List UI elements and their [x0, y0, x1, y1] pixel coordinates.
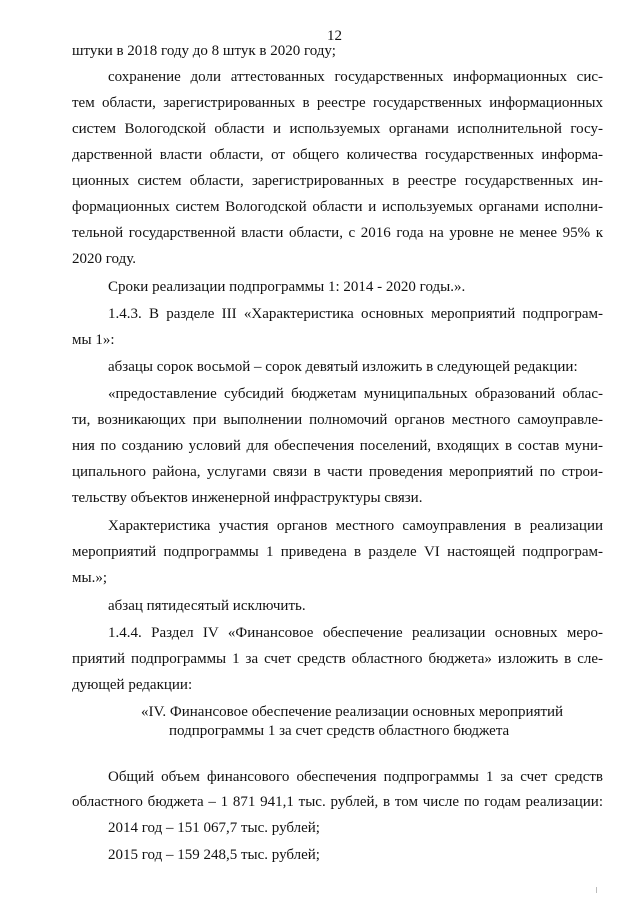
page-number: 12	[327, 28, 342, 44]
body-line: ципального района, услугами связи в части проведения мероприятий по строи-	[72, 464, 603, 480]
body-line: дующей редакции:	[72, 677, 193, 693]
body-line: ционных систем области, зарегистрированных в реестре государственных ин-	[72, 173, 603, 189]
body-line: сохранение доли аттестованных государственных информационных сис-	[108, 69, 603, 85]
body-line: тельной государственной власти области, с 2016 года на уровне не менее 95% к	[72, 225, 603, 241]
section-heading-line: подпрограммы 1 за счет средств областного бюджета	[169, 723, 510, 739]
body-line: приятий подпрограммы 1 за счет средств областного бюджета» изложить в сле-	[72, 651, 603, 667]
body-line: абзац пятидесятый исключить.	[108, 598, 306, 614]
body-line: 2014 год – 151 067,7 тыс. рублей;	[108, 820, 320, 836]
body-line: мы 1»:	[72, 332, 115, 348]
body-line: ти, возникающих при выполнении полномочий органов местного самоуправле-	[72, 412, 603, 428]
body-line: мероприятий подпрограммы 1 приведена в разделе VI настоящей подпрограм-	[72, 544, 603, 560]
body-line: тем области, зарегистрированных в реестре государственных информационных	[72, 95, 603, 111]
body-line: Характеристика участия органов местного самоуправления в реализации	[108, 518, 603, 534]
body-line: мы.»;	[72, 570, 107, 586]
body-line: ния по созданию условий для обеспечения поселений, входящих в состав муни-	[72, 438, 603, 454]
body-line: областного бюджета – 1 871 941,1 тыс. рублей, в том числе по годам реализации:	[72, 794, 603, 810]
body-line: Сроки реализации подпрограммы 1: 2014 - 2020 годы.».	[108, 279, 466, 295]
body-line: формационных систем Вологодской области и используемых органами исполни-	[72, 199, 603, 215]
body-line: дарственной власти области, от общего количества государственных информа-	[72, 147, 603, 163]
body-line: тельству объектов инженерной инфраструктуры связи.	[72, 490, 423, 506]
body-line: Общий объем финансового обеспечения подпрограммы 1 за счет средств	[108, 769, 603, 785]
body-line: систем Вологодской области и используемых органами исполнительной госу-	[72, 121, 603, 137]
body-line: абзацы сорок восьмой – сорок девятый изложить в следующей редакции:	[108, 359, 578, 375]
section-heading-line: «IV. Финансовое обеспечение реализации основных мероприятий	[141, 704, 564, 720]
body-line: 1.4.4. Раздел IV «Финансовое обеспечение реализации основных меро-	[108, 625, 603, 641]
body-line: 1.4.3. В разделе III «Характеристика основных мероприятий подпрограм-	[108, 306, 603, 322]
body-line: 2020 году.	[72, 251, 136, 267]
body-line: «предоставление субсидий бюджетам муниципальных образований облас-	[108, 386, 603, 402]
body-line: штуки в 2018 году до 8 штук в 2020 году;	[72, 43, 336, 59]
body-line: 2015 год – 159 248,5 тыс. рублей;	[108, 847, 320, 863]
scan-speck	[596, 887, 597, 893]
